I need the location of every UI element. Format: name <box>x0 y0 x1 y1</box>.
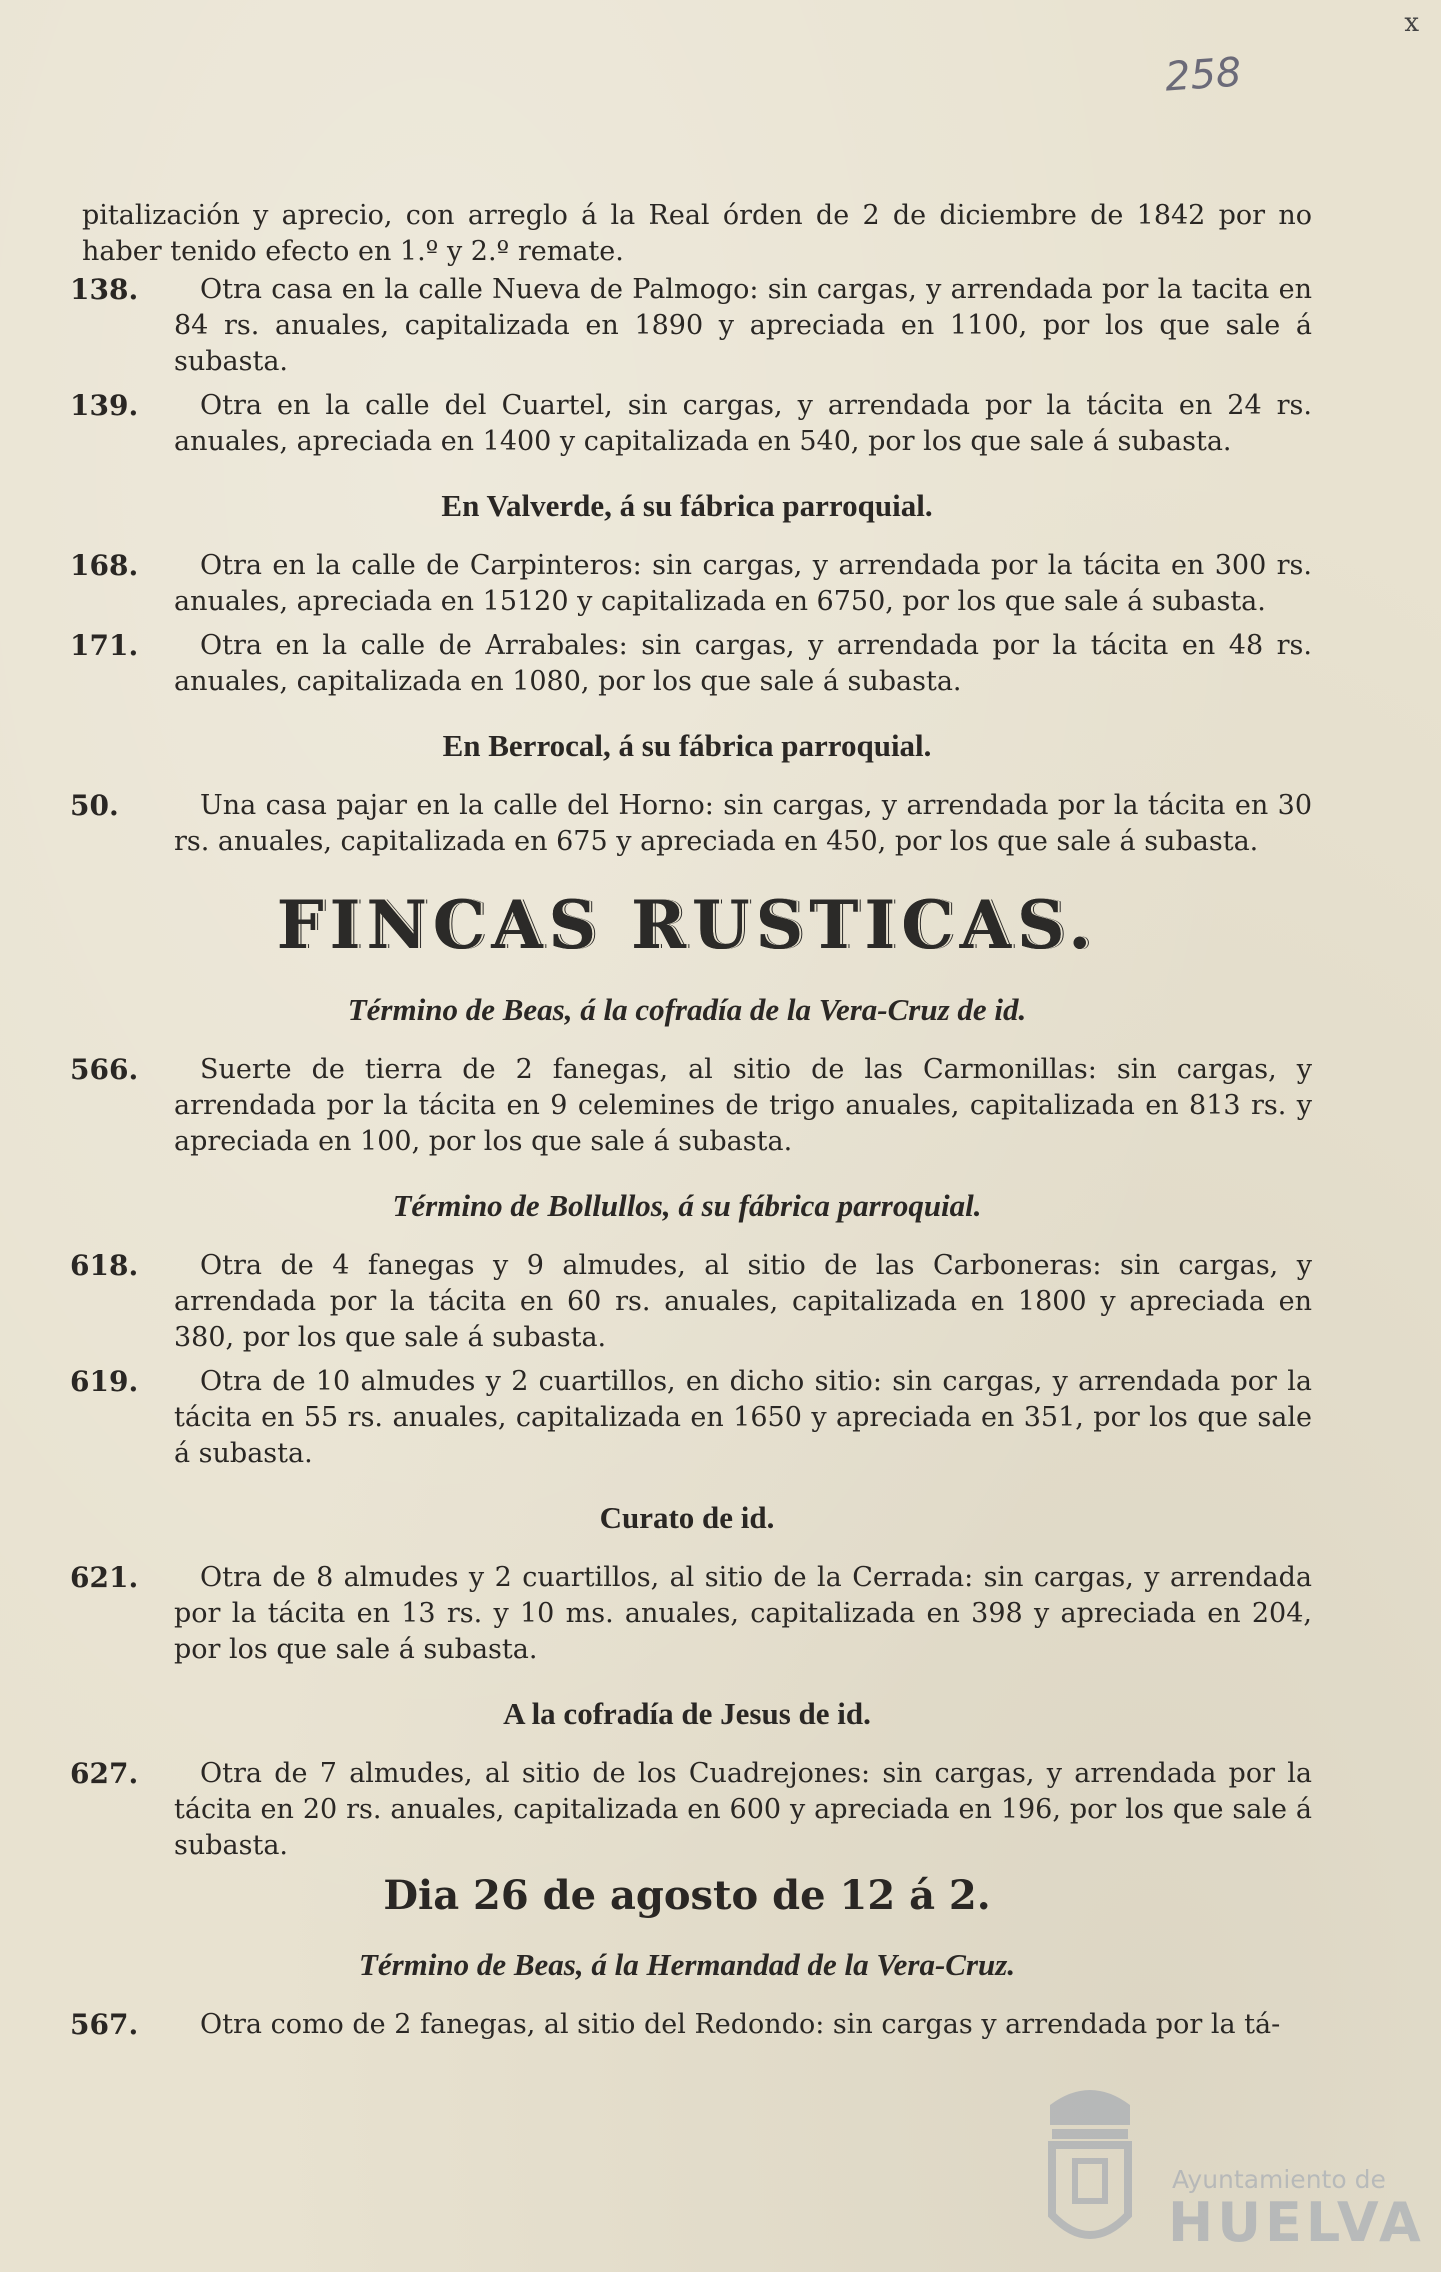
property-entry <box>62 1756 1312 1864</box>
entry-number: 138. <box>70 273 139 306</box>
entry-text: Otra como de 2 fanegas, al sitio del Redondo: sin cargas y arrendada por la tá- <box>200 2009 1281 2040</box>
section-heading: Término de Beas, á la Hermandad de la Vera-Cruz. <box>358 1947 1016 1982</box>
property-entry <box>62 2007 1312 2043</box>
property-entry <box>62 1248 1312 1356</box>
entry-number: 139. <box>70 389 139 422</box>
entry-text: pitalización y aprecio, con arreglo á la Real órden de 2 de diciembre de 1842 por no haber tenido efecto en 1.º y 2.º remate. <box>82 200 1312 267</box>
property-entry <box>62 548 1312 620</box>
watermark-line2: HUELVA <box>1168 2191 1425 2254</box>
main-title: FINCAS RUSTICAS. <box>276 886 1098 964</box>
handwritten-page-number: 258 <box>1163 49 1243 101</box>
entry-number: 171. <box>70 629 139 662</box>
entry-number: 621. <box>70 1561 139 1594</box>
entry-text: Una casa pajar en la calle del Horno: sin cargas, y arrendada por la tácita en 30 rs. anuales, capitalizada en 675 y apreciada en 450, por los que sale á subasta. <box>174 790 1312 857</box>
property-entry <box>62 272 1312 380</box>
section-heading: Término de Bollullos, á su fábrica parroquial. <box>392 1188 982 1223</box>
entry-number: 566. <box>70 1053 139 1086</box>
property-entry <box>62 1560 1312 1668</box>
entry-text: Otra en la calle del Cuartel, sin cargas, y arrendada por la tácita en 24 rs. anuales, apreciada en 1400 y capitalizada en 540, por los que sale á subasta. <box>174 390 1312 457</box>
entry-text: Otra en la calle de Carpinteros: sin cargas, y arrendada por la tácita en 300 rs. anuales, apreciada en 15120 y capitalizada en 6750, por los que sale á subasta. <box>174 550 1312 617</box>
entry-text: Suerte de tierra de 2 fanegas, al sitio de las Carmonillas: sin cargas, y arrendada por la tácita en 9 celemines de trigo anuales, capitalizada en 813 rs. y apreciada en 100, por los que sale á subasta. <box>174 1054 1312 1157</box>
entry-number: 168. <box>70 549 139 582</box>
entry-number: 50. <box>70 789 119 822</box>
entry-text: Otra de 8 almudes y 2 cuartillos, al sitio de la Cerrada: sin cargas, y arrendada por la tácita en 13 rs. y 10 ms. anuales, capitalizada en 398 y apreciada en 204, por los que sale á subasta. <box>174 1562 1312 1665</box>
property-entry <box>62 1364 1312 1472</box>
section-heading: En Berrocal, á su fábrica parroquial. <box>442 728 932 763</box>
watermark-line1: Ayuntamiento de <box>1172 2165 1386 2194</box>
huelva-watermark <box>1030 2065 1425 2265</box>
entry-number: 619. <box>70 1365 139 1398</box>
property-entry <box>62 1052 1312 1160</box>
section-heading: En Valverde, á su fábrica parroquial. <box>441 488 933 523</box>
section-heading: A la cofradía de Jesus de id. <box>503 1696 871 1731</box>
property-entry <box>62 388 1312 460</box>
entry-text: Otra casa en la calle Nueva de Palmogo: sin cargas, y arrendada por la tacita en 84 rs. anuales, capitalizada en 1890 y apreciada en 1100, por los que sale á subasta. <box>174 274 1312 377</box>
property-entry <box>62 788 1312 860</box>
entry-text: Otra de 4 fanegas y 9 almudes, al sitio de las Carboneras: sin cargas, y arrendada por la tácita en 60 rs. anuales, capitalizada en 1800 y apreciada en 380, por los que sale á subasta. <box>174 1250 1312 1353</box>
property-entry <box>62 628 1312 700</box>
entry-number: 567. <box>70 2008 139 2041</box>
continuation-paragraph <box>62 198 1312 270</box>
entry-number: 618. <box>70 1249 139 1282</box>
section-heading: Término de Beas, á la cofradía de la Vera-Cruz de id. <box>347 992 1027 1027</box>
huelva-crest-icon <box>1030 2065 1150 2265</box>
date-heading: Dia 26 de agosto de 12 á 2. <box>383 1872 991 1919</box>
entry-text: Otra en la calle de Arrabales: sin cargas, y arrendada por la tácita en 48 rs. anuales, capitalizada en 1080, por los que sale á subasta. <box>174 630 1312 697</box>
entry-text: Otra de 7 almudes, al sitio de los Cuadrejones: sin cargas, y arrendada por la tácita en 20 rs. anuales, capitalizada en 600 y apreciada en 196, por los que sale á subasta. <box>174 1758 1312 1861</box>
entry-number: 627. <box>70 1757 139 1790</box>
entry-text: Otra de 10 almudes y 2 cuartillos, en dicho sitio: sin cargas, y arrendada por la tácita en 55 rs. anuales, capitalizada en 1650 y apreciada en 351, por los que sale á subasta. <box>174 1366 1312 1469</box>
document-body <box>62 198 1312 2051</box>
corner-mark: x <box>1404 8 1419 38</box>
section-heading: Curato de id. <box>599 1500 775 1535</box>
